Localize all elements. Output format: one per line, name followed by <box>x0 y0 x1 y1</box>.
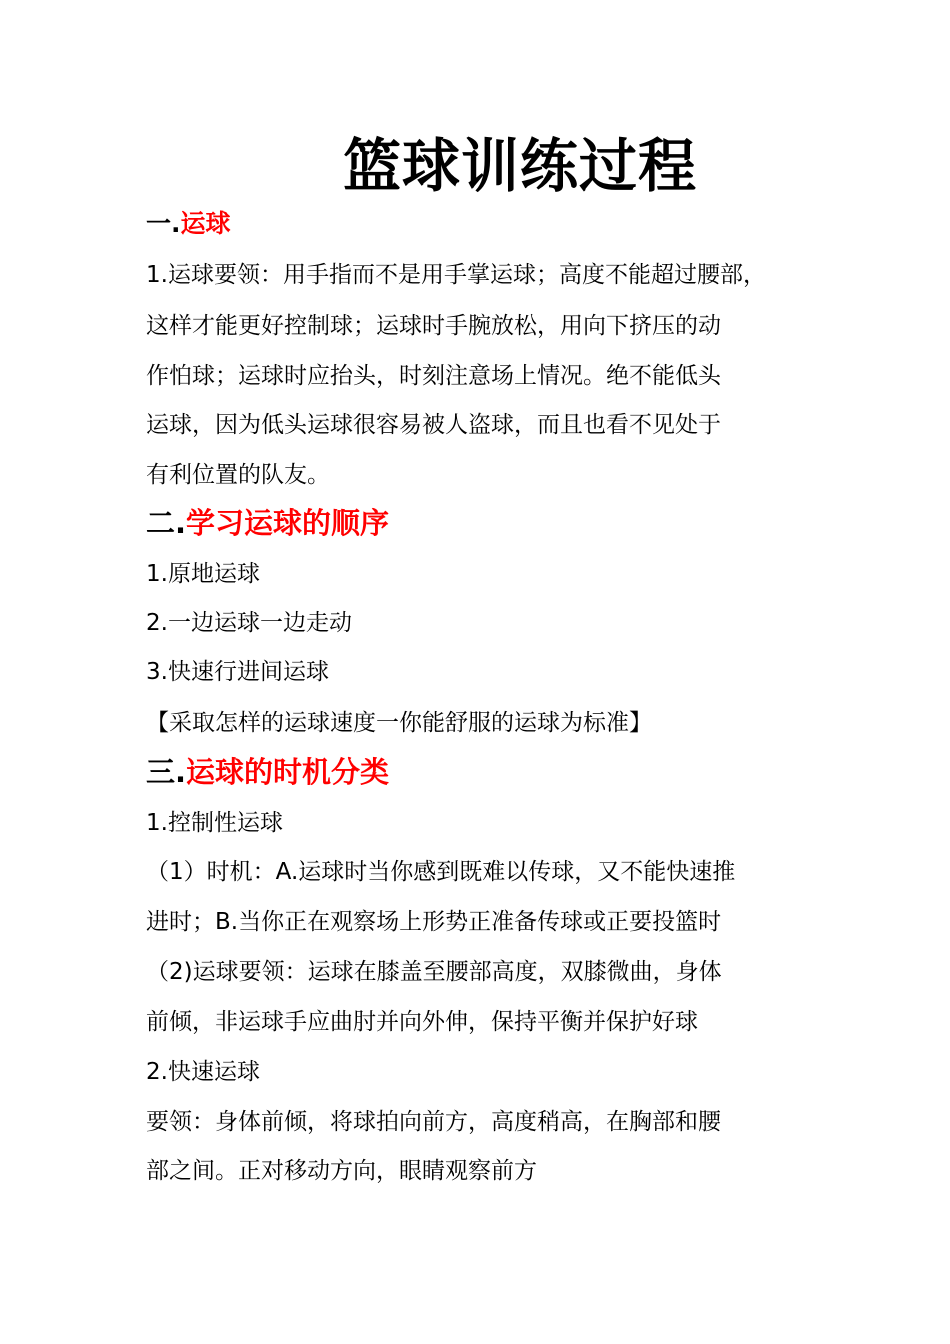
list-item: 1.原地运球 <box>146 561 260 587</box>
paragraph-line: 1.运球要领：用手指而不是用手掌运球；高度不能超过腰部， <box>146 262 766 288</box>
paragraph-line: 作怕球；运球时应抬头，时刻注意场上情况。绝不能低头 <box>146 363 721 389</box>
list-item: 1.控制性运球 <box>146 810 283 836</box>
paragraph-line: 有利位置的队友。 <box>146 462 330 488</box>
section-heading-2 <box>146 505 389 541</box>
section-number: 三. <box>146 755 187 789</box>
paragraph-line: 要领：身体前倾，将球拍向前方，高度稍高，在胸部和腰 <box>146 1109 721 1135</box>
paragraph-line: 这样才能更好控制球；运球时手腕放松，用向下挤压的动 <box>146 313 721 339</box>
paragraph-line: 前倾，非运球手应曲肘并向外伸，保持平衡并保护好球 <box>146 1009 698 1035</box>
section-title: 运球 <box>180 209 231 238</box>
list-item: 3.快速行进间运球 <box>146 659 329 685</box>
note-line: 【采取怎样的运球速度一你能舒服的运球为标准】 <box>146 710 652 736</box>
section-heading-1 <box>146 206 231 242</box>
paragraph-line: 进时；B.当你正在观察场上形势正准备传球或正要投篮时 <box>146 909 722 935</box>
section-number: 二. <box>146 506 187 540</box>
list-item: 2.一边运球一边走动 <box>146 610 352 636</box>
section-title: 学习运球的顺序 <box>186 506 390 540</box>
paragraph-line: （2)运球要领：运球在膝盖至腰部高度，双膝微曲，身体 <box>146 959 722 985</box>
paragraph-line: 运球，因为低头运球很容易被人盗球，而且也看不见处于 <box>146 412 721 438</box>
paragraph-line: 部之间。正对移动方向，眼睛观察前方 <box>146 1158 537 1184</box>
section-title: 运球的时机分类 <box>186 755 390 789</box>
document-title: 篮球训练过程 <box>342 132 697 200</box>
section-number: 一. <box>146 209 181 238</box>
section-heading-3 <box>146 754 389 790</box>
list-item: 2.快速运球 <box>146 1059 260 1085</box>
paragraph-line: （1）时机：A.运球时当你感到既难以传球，又不能快速推 <box>146 859 736 885</box>
